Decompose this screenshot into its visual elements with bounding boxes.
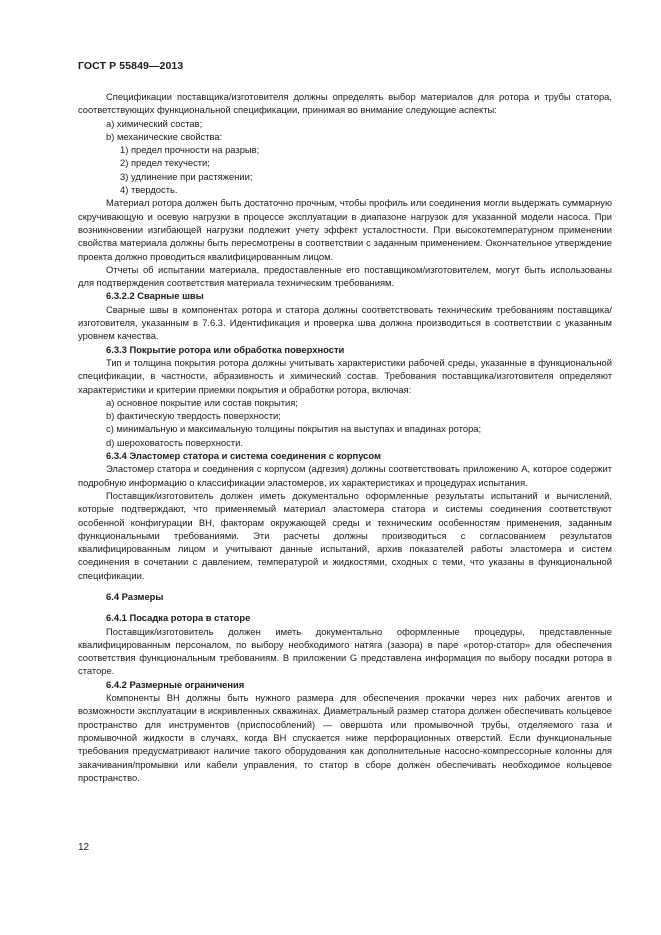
list-subitem: 4) твердость. (120, 184, 178, 196)
list-item: c) минимальную и максимальную толщины покрытия на выступах и впадинах ротора; (106, 423, 482, 435)
list-item: b) механические свойства: (106, 130, 223, 142)
list-item: a) основное покрытие или состав покрытия; (106, 396, 298, 408)
section-heading: 6.3.4 Эластомер статора и система соединения с корпусом (106, 450, 381, 462)
paragraph: Материал ротора должен быть достаточно прочным, чтобы профиль или соединения могли выдержать суммарную скручивающую и осевую нагрузки в процессе эксплуатации в диапазоне нагрузок для указанной модели насоса. При возникновении изгибающей нагрузки подлежит учету эффект усталостности. При высокотемпературном применении свойства материала должны быть пересмотрены в соответствии с заданным применением. Окончательное утверждение проекта должно проводиться квалифицированным лицом. (78, 197, 612, 262)
section-heading: 6.4.2 Размерные ограничения (106, 678, 245, 690)
paragraph: Отчеты об испытании материала, предоставленные его поставщиком/изготовителем, могут быть использованы для подтверждения соответствия материала техническим требованиям. (78, 263, 612, 289)
paragraph: Эластомер статора и соединения с корпусом (адгезия) должны соответствовать приложению А, которое содержит подробную информацию о классификации эластомеров, их характеристиках и процедурах испытания. (78, 463, 612, 488)
list-subitem: 1) предел прочности на разрыв; (120, 144, 260, 156)
list-subitem: 3) удлинение при растяжении; (120, 170, 253, 182)
paragraph: Сварные швы в компонентах ротора и статора должны соответствовать техническим требованиям поставщика/изготовителя, указанным в 7.6.3. Идентификация и проверка шва должна производиться в соответствии с указанным уровнем качества. (78, 303, 612, 342)
paragraph: Спецификации поставщика/изготовителя должны определять выбор материалов для ротора и трубы статора, соответствующих функциональной спецификации, принимая во внимание следующие аспекты: (78, 91, 612, 116)
paragraph: Поставщик/изготовитель должен иметь документально оформленные процедуры, представленные квалифицированным персоналом, по выбору необходимого натяга (зазора) в паре «ротор-статор» для обеспечения соответствия функциональным требованиям. В приложении G представлена информация по выбору посадки ротора в статоре. (78, 625, 612, 677)
section-heading: 6.3.2.2 Сварные швы (106, 290, 204, 302)
section-heading: 6.4.1 Посадка ротора в статоре (106, 612, 251, 624)
document-body (78, 90, 612, 784)
list-item: d) шероховатость поверхности. (106, 436, 243, 448)
list-item: b) фактическую твердость поверхности; (106, 410, 281, 422)
list-item: a) химический состав; (106, 117, 203, 129)
list-subitem: 2) предел текучести; (120, 157, 210, 169)
section-heading: 6.3.3 Покрытие ротора или обработка поверхности (106, 343, 345, 355)
page-number: 12 (78, 842, 90, 853)
section-heading: 6.4 Размеры (106, 590, 164, 602)
document-header: ГОСТ Р 55849—2013 (78, 60, 184, 72)
paragraph: Тип и толщина покрытия ротора должны учитывать характеристики рабочей среды, указанные в функциональной спецификации, в частности, абразивность и химический состав. Требования поставщика/изготовителя определяют характеристики и критерии приемки покрытия и обработки ротора, включая: (78, 356, 612, 395)
paragraph: Компоненты ВН должны быть нужного размера для обеспечения прокачки через них рабочих агентов и возможности эксплуатации в искривленных скважинах. Диаметральный размер статора должен обеспечивать кольцевое пространство для инструментов (приспособлений) — овершота или промывочной трубы, отделяемого газа и промывочной жидкости в случаях, когда ВН спускается ниже перфорационных отверстий. Если функциональные требования предусматривают наличие такого оборудования как дополнительные насосно-компрессорные колонны для закачивания/промывки или кабели управления, то статор в сборе должен обеспечивать необходимое кольцевое пространство. (78, 692, 612, 783)
paragraph: Поставщик/изготовитель должен иметь документально оформленные результаты испытаний и вычислений, которые подтверждают, что применяемый материал эластомера статора и системы соединения соответствуют особенной конфигурации ВН, факторам окружающей среды и техническим особенностям применения, заданным функциональными требованиями. Эти расчеты должны производиться с согласованием результатов квалифицированным лицом и учитывают данные испытаний, архив показателей работы эластомера и систем соединения в сочетании с давлением, температурой и жидкостями, сходных с теми, что указаны в функциональной спецификации. (78, 489, 612, 581)
